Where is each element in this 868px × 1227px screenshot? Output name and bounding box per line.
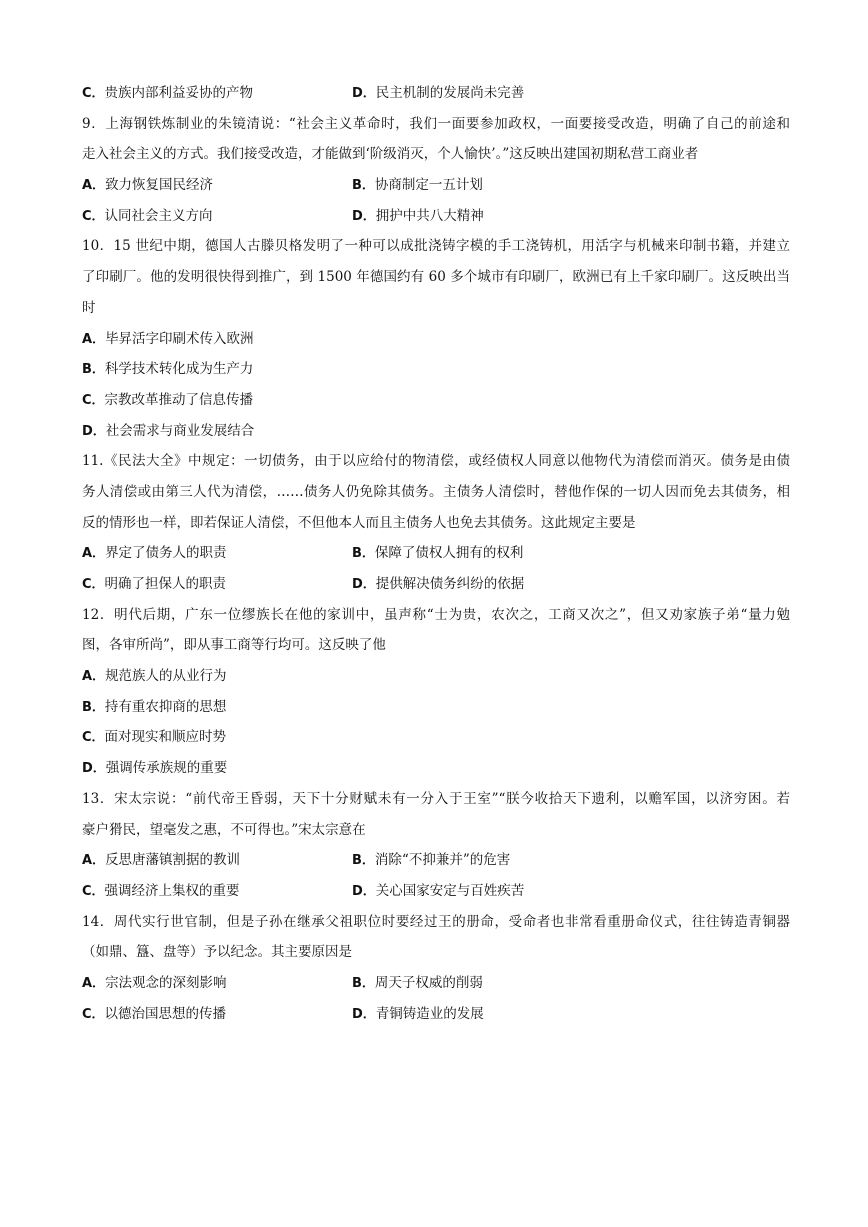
question-stem-line: 了印刷厂。他的发明很快得到推广，到 1500 年德国约有 60 多个城市有印刷厂，欧洲已有上千家印刷厂。这反映出当 bbox=[82, 269, 790, 286]
option-letter: D． bbox=[352, 883, 376, 899]
option-text: 以德治国思想的传播 bbox=[104, 1005, 227, 1022]
option-letter: C． bbox=[82, 883, 105, 899]
option-row bbox=[82, 569, 790, 600]
option-letter: D． bbox=[352, 577, 376, 592]
option-c bbox=[82, 569, 352, 600]
option-b bbox=[352, 845, 622, 876]
option-letter: C． bbox=[82, 730, 105, 746]
option-row bbox=[82, 968, 790, 999]
question-stem-line: 走入社会主义的方式。我们接受改造，才能做到‘阶级消灭，个人愉快’。”这反映出建国初期私营工商业者 bbox=[82, 146, 699, 163]
option-letter: B． bbox=[352, 546, 375, 562]
option-letter: D． bbox=[82, 423, 106, 439]
option-c bbox=[82, 999, 352, 1030]
option-text: 认同社会主义方向 bbox=[104, 207, 213, 224]
question-stem-line: 图，各审所尚”，即从事工商等行均可。这反映了他 bbox=[82, 637, 386, 654]
option-d bbox=[82, 416, 790, 447]
option-row bbox=[82, 845, 790, 876]
option-b bbox=[82, 692, 790, 723]
option-letter: A． bbox=[82, 178, 106, 194]
option-text: 毕昇活字印刷术传入欧洲 bbox=[105, 330, 254, 347]
option-letter: B． bbox=[82, 699, 105, 715]
option-row bbox=[82, 999, 790, 1030]
option-text: 强调经济上集权的重要 bbox=[104, 882, 240, 899]
option-c bbox=[82, 722, 790, 753]
exam-page bbox=[82, 78, 790, 1029]
option-text: 关心国家安定与百姓疾苦 bbox=[375, 882, 525, 899]
option-d bbox=[352, 876, 622, 907]
option-text: 致力恢复国民经济 bbox=[105, 177, 214, 194]
option-row bbox=[82, 201, 790, 232]
option-row bbox=[82, 876, 790, 907]
option-b bbox=[352, 538, 622, 569]
option-letter: A． bbox=[82, 853, 106, 869]
option-letter: D． bbox=[352, 86, 376, 101]
question-12 bbox=[82, 600, 790, 784]
question-stem-line: 时 bbox=[82, 299, 96, 316]
option-letter: B． bbox=[352, 975, 375, 991]
option-c bbox=[82, 201, 352, 232]
option-letter: C． bbox=[82, 86, 105, 101]
option-row bbox=[82, 170, 790, 201]
question-10 bbox=[82, 231, 790, 446]
option-text: 贵族内部利益妥协的产物 bbox=[104, 85, 254, 101]
option-text: 保障了债权人拥有的权利 bbox=[374, 545, 524, 562]
option-text: 反思唐藩镇割据的教训 bbox=[105, 852, 241, 869]
option-b bbox=[82, 354, 790, 385]
option-text: 社会需求与商业发展结合 bbox=[105, 422, 255, 439]
option-text: 消除“不抑兼并”的危害 bbox=[374, 852, 511, 869]
option-c bbox=[82, 385, 790, 416]
question-14 bbox=[82, 907, 790, 1030]
option-letter: C． bbox=[82, 1006, 105, 1022]
option-text: 规范族人的从业行为 bbox=[105, 668, 227, 685]
option-c bbox=[82, 78, 352, 109]
option-letter: A． bbox=[82, 669, 106, 685]
option-text: 宗法观念的深刻影响 bbox=[105, 974, 227, 991]
option-text: 民主机制的发展尚未完善 bbox=[375, 85, 525, 101]
option-row bbox=[82, 538, 790, 569]
question-stem-line: 9．上海钢铁炼制业的朱镜清说：“社会主义革命时，我们一面要参加政权，一面要接受改造，明确了自己的前途和 bbox=[82, 115, 790, 132]
option-letter: C． bbox=[82, 208, 105, 224]
option-letter: C． bbox=[82, 392, 105, 408]
option-d bbox=[352, 569, 622, 600]
option-a bbox=[82, 845, 352, 876]
option-d bbox=[352, 201, 622, 232]
option-text: 界定了债务人的职责 bbox=[105, 545, 227, 562]
option-d bbox=[352, 999, 622, 1030]
option-text: 周天子权威的削弱 bbox=[374, 974, 483, 991]
option-letter: B． bbox=[82, 362, 105, 378]
option-a bbox=[82, 538, 352, 569]
option-text: 协商制定一五计划 bbox=[374, 177, 483, 194]
option-d bbox=[352, 78, 622, 109]
option-letter: D． bbox=[82, 761, 106, 777]
option-text: 面对现实和顺应时势 bbox=[104, 729, 227, 746]
option-row bbox=[82, 78, 790, 109]
option-letter: D． bbox=[352, 208, 376, 224]
option-text: 持有重农抑商的思想 bbox=[104, 698, 227, 715]
option-c bbox=[82, 876, 352, 907]
question-stem-line: 14．周代实行世官制，但是子孙在继承父祖职位时要经过王的册命，受命者也非常看重册命仪式，往往铸造青铜器 bbox=[82, 913, 790, 930]
option-letter: B． bbox=[352, 178, 375, 194]
question-stem-line: 13．宋太宗说：“前代帝王昏弱，天下十分财赋未有一分入于王室”“朕今收拾天下遗利，以赡军国，以济穷困。若 bbox=[82, 790, 790, 807]
option-letter: A． bbox=[82, 546, 106, 562]
option-text: 科学技术转化成为生产力 bbox=[104, 361, 254, 378]
option-text: 青铜铸造业的发展 bbox=[375, 1005, 484, 1022]
option-letter: A． bbox=[82, 331, 106, 347]
option-b bbox=[352, 968, 622, 999]
option-text: 明确了担保人的职责 bbox=[104, 576, 227, 592]
question-stem-line: 务人清偿或由第三人代为清偿，……债务人仍免除其债务。主债务人清偿时，替他作保的一切人因而免去其债务，相 bbox=[82, 483, 790, 500]
question-stem-line: 反的情形也一样，即若保证人清偿，不但他本人而且主债务人也免去其债务。这此规定主要是 bbox=[82, 514, 636, 531]
option-a bbox=[82, 661, 790, 692]
option-text: 强调传承族规的重要 bbox=[105, 760, 228, 777]
option-letter: A． bbox=[82, 975, 106, 991]
question-stem-line: 10．15 世纪中期，德国人古滕贝格发明了一种可以成批浇铸字模的手工浇铸机，用活字与机械来印制书籍，并建立 bbox=[82, 238, 790, 255]
option-letter: B． bbox=[352, 853, 375, 869]
option-d bbox=[82, 753, 790, 784]
option-letter: D． bbox=[352, 1006, 376, 1022]
question-9 bbox=[82, 109, 790, 232]
option-b bbox=[352, 170, 622, 201]
option-letter: C． bbox=[82, 577, 105, 592]
question-stem-line: 11.《民法大全》中规定：一切债务，由于以应给付的物清偿，或经债权人同意以他物代为清偿而消灭。债务是由债 bbox=[82, 453, 790, 470]
question-stem-line: （如鼎、簋、盘等）予以纪念。其主要原因是 bbox=[82, 944, 352, 961]
question-13 bbox=[82, 784, 790, 907]
question-stem-line: 豪户猾民，望毫发之惠，不可得也。”宋太宗意在 bbox=[82, 821, 366, 838]
option-text: 拥护中共八大精神 bbox=[375, 207, 484, 224]
option-text: 宗教改革推动了信息传播 bbox=[104, 391, 254, 408]
question-stem-line: 12．明代后期，广东一位缪族长在他的家训中，虽声称“士为贵，农次之，工商又次之”，但又劝家族子弟“量力勉 bbox=[82, 606, 790, 623]
option-a bbox=[82, 170, 352, 201]
option-a bbox=[82, 324, 790, 355]
option-text: 提供解决债务纠纷的依据 bbox=[375, 576, 525, 592]
option-a bbox=[82, 968, 352, 999]
question-11 bbox=[82, 446, 790, 599]
